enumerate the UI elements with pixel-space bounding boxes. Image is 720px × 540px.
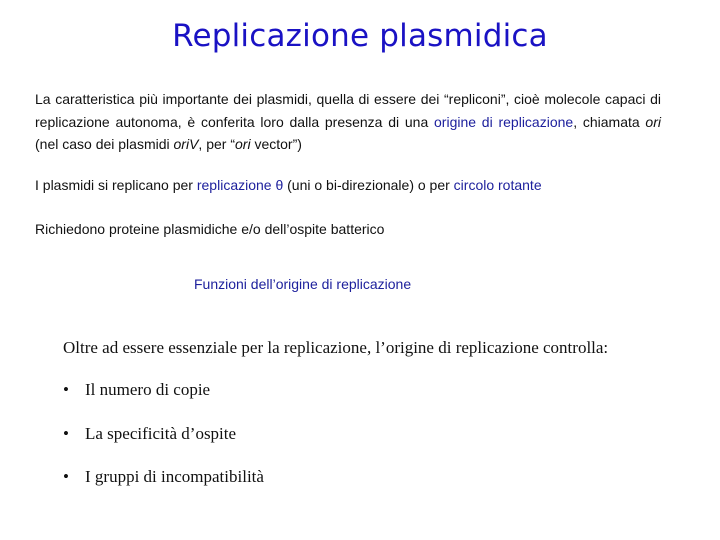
list-item-text: La specificità d’ospite [85, 423, 237, 443]
line-text: (uni o bi-direzionale) o per [283, 177, 454, 193]
section-subheading: Funzioni dell’origine di replicazione [194, 276, 412, 292]
proteins-line: Richiedono proteine plasmidiche e/o dell’ospite batterico [35, 221, 385, 237]
list-item-text: I gruppi di incompatibilità [85, 467, 264, 486]
term-origine-di-replicazione: origine di replicazione [434, 113, 574, 130]
list-item [63, 424, 264, 468]
list-item-text: Il numero di copie [85, 380, 211, 399]
para-text: vector”) [250, 136, 302, 152]
line-text: I plasmidi si replicano per [35, 177, 197, 193]
page-title: Replicazione plasmidica [172, 18, 548, 54]
term-replicazione-theta: replicazione θ [196, 177, 284, 193]
bullet-icon: • [63, 467, 69, 486]
para-text: , per “ [198, 136, 235, 152]
intro-paragraph [35, 88, 661, 156]
para-text: (nel caso dei plasmidi [35, 136, 174, 152]
functions-list [63, 380, 264, 511]
para-text: La caratteristica più importante dei plasmidi, quella di essere dei “repliconi”, cioè molecole capaci di replicazione autonoma, è conferita loro dalla presenza di una [35, 91, 661, 130]
bullet-icon: • [63, 380, 69, 399]
term-ori: ori [235, 136, 251, 152]
list-item [63, 380, 264, 424]
list-item [63, 467, 264, 511]
bullet-icon: • [63, 423, 69, 443]
term-ori: ori [645, 113, 661, 130]
replication-modes-line [35, 177, 675, 193]
term-oriv: oriV [173, 136, 199, 152]
para-text: , chiamata [573, 113, 646, 130]
term-circolo-rotante: circolo rotante [453, 177, 542, 193]
functions-intro: Oltre ad essere essenziale per la replicazione, l’origine di replicazione controlla: [63, 338, 609, 357]
